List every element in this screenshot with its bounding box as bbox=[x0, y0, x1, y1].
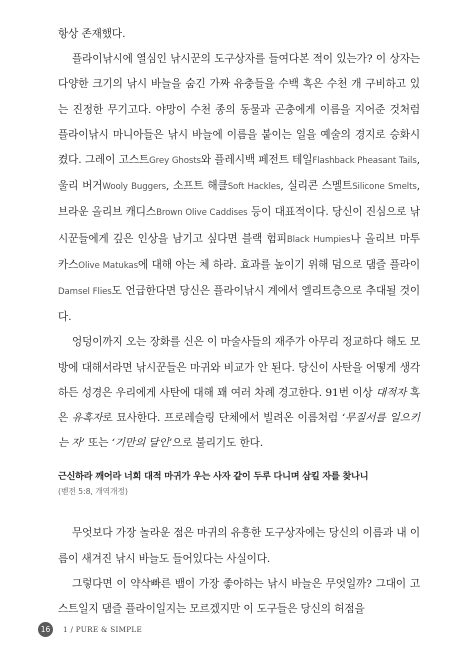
english-gloss: Brown Olive Caddises bbox=[156, 208, 248, 219]
english-gloss: Wooly Buggers bbox=[102, 182, 166, 193]
emphasis-text: 대적자 bbox=[376, 386, 407, 399]
paragraph bbox=[58, 521, 420, 571]
page-footer bbox=[38, 622, 142, 637]
quote-text: 근신하라 깨어라 너희 대적 마귀가 우는 사자 같이 두루 다니며 삼킬 자를 찾나니 bbox=[58, 472, 369, 483]
page-number: 16 bbox=[38, 622, 53, 637]
paragraphs-before bbox=[58, 22, 420, 456]
emphasis-text: ‘무질서를 일으키는 자’ bbox=[58, 412, 420, 450]
text-run: 또는 bbox=[84, 437, 112, 450]
quote-reference: (벧전 5:8, 개역개정) bbox=[58, 487, 128, 497]
text-run: 항상 존재했다. bbox=[58, 28, 126, 40]
text-run: 엉덩이까지 오는 장화를 신은 이 마술사들의 재주가 아무리 정교하다 해도 모방에 대해서라면 낚시꾼들은 마귀와 비교가 안 된다. 당신이 사탄을 어떻게 생각하든 성경은 우리에게 사탄에 대해 꽤 여러 차례 경고한다. 91번 이상 bbox=[58, 336, 420, 399]
text-run: 플라이낚시에 열심인 낚시꾼의 도구상자를 들여다본 적이 있는가? 이 상자는 다양한 크기의 낚시 바늘을 숨긴 가짜 유충들을 수백 혹은 수천 개 구비하고 있는 진정한 무기고다. 야망이 수천 종의 동물과 곤충에게 이름을 지어준 것처럼 플라이낚시 마니아들은 낚시 바늘에 이름을 붙이는 일을 예술의 경지로 승화시켰다. 그레이 고스트 bbox=[58, 53, 420, 167]
english-gloss: Olive Matukas bbox=[78, 260, 138, 271]
english-gloss: Black Humpies bbox=[286, 234, 351, 245]
paragraph bbox=[58, 330, 420, 456]
text-run: 와 플레시백 페전트 테일 bbox=[200, 154, 313, 167]
emphasis-text: ‘기만의 달인’ bbox=[111, 437, 173, 450]
english-gloss: Silicone Smelts bbox=[352, 182, 417, 193]
english-gloss: Flashback Pheasant Tails bbox=[312, 156, 417, 167]
text-run: 에 대해 아는 체 하라. 효과를 높이기 위해 덤으로 댐즐 플라이 bbox=[137, 258, 420, 271]
text-run: 으로 불리기도 한다. bbox=[172, 437, 263, 450]
paragraph bbox=[58, 47, 420, 330]
text-run: 그렇다면 이 약삭빠른 뱀이 가장 좋아하는 낚시 바늘은 무엇일까? 그대이 고스트일지 댐즐 플라이일지는 모르겠지만 이 도구들은 당신의 허점을 bbox=[58, 577, 420, 616]
text-run: 혹은 bbox=[58, 386, 420, 425]
text-run: , 울리 버거 bbox=[58, 154, 421, 193]
text-run: 로 묘사한다. 프로레슬링 단체에서 빌려온 이름처럼 bbox=[102, 412, 342, 425]
paragraph bbox=[58, 572, 420, 622]
paragraphs-after bbox=[58, 521, 420, 622]
paragraph bbox=[58, 22, 420, 47]
english-gloss: Grey Ghosts bbox=[149, 156, 201, 167]
text-run: 등이 대표적이다. 당신이 진심으로 낚시꾼들에게 깊은 인상을 남기고 싶다면 블랙 험피 bbox=[58, 206, 421, 245]
english-gloss: Damsel Flies bbox=[58, 287, 112, 298]
english-gloss: Soft Hackles bbox=[227, 182, 281, 193]
scripture-quote bbox=[58, 470, 420, 499]
text-run: 도 언급한다면 당신은 플라이낚시 계에서 엘리트층으로 추대될 것이다. bbox=[58, 285, 420, 324]
text-run: , 소프트 해클 bbox=[166, 180, 228, 193]
text-run: 나 올리브 마투카스 bbox=[58, 232, 420, 271]
body-text bbox=[58, 22, 420, 622]
text-run: 무엇보다 가장 놀라운 점은 마귀의 유흥한 도구상자에는 당신의 이름과 내 이름이 새겨진 낚시 바늘도 들어있다는 사실이다. bbox=[58, 527, 420, 565]
running-head: 1 / PURE & SIMPLE bbox=[63, 625, 143, 634]
emphasis-text: 유혹자 bbox=[72, 412, 103, 425]
text-run: , 실리콘 스멜트 bbox=[280, 180, 353, 193]
text-run: , 브라운 올리브 캐디스 bbox=[58, 180, 421, 219]
